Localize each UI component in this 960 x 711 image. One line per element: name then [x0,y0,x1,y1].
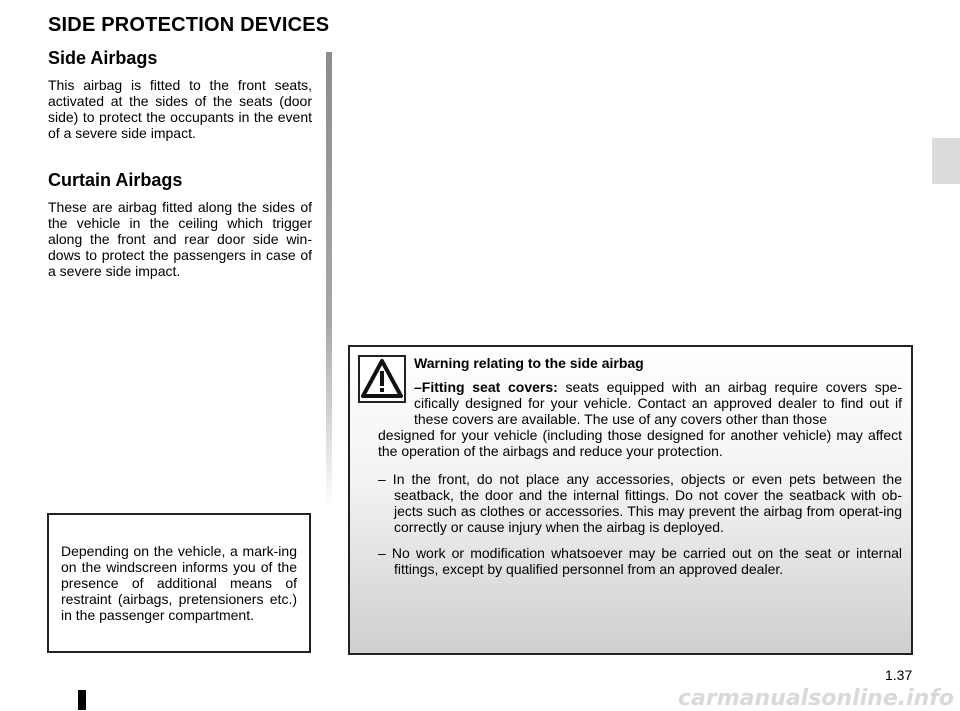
warning-box [348,345,913,655]
corner-mark [78,690,86,710]
chapter-tab-marker [932,138,960,184]
warning-item-seat-covers-label: –Fitting seat covers: [414,379,558,395]
warning-item-seat-covers-continued: designed for your vehicle (including those designed for another vehicle) may affect the operation of the airbags and reduce your protection. [378,427,902,459]
curtain-airbags-section [48,170,312,279]
warning-item-seat-covers [414,379,902,427]
warning-item-seat-covers-text: seats equipped with an airbag require covers spe-cifically designed for your vehicle. Contact an approved dealer to find out if these covers are available. The use of any covers other than those [414,379,902,427]
warning-triangle-icon [358,355,406,403]
watermark: carmanualsonline.info [678,686,954,711]
side-airbags-heading: Side Airbags [48,48,158,68]
side-airbags-text: This airbag is fitted to the front seats, activated at the sides of the seats (door side) to protect the occupants in the event of a severe side impact. [48,77,312,141]
page-title: SIDE PROTECTION DEVICES [48,14,330,36]
info-box [47,513,311,653]
warning-title: Warning relating to the side airbag [414,355,644,371]
curtain-airbags-text: These are airbag fitted along the sides of the vehicle in the ceiling which trigger along the front and rear door side win-dows to protect the passengers in case of a severe side impact. [48,199,312,279]
column-divider [326,52,332,507]
warning-item-modification: – No work or modification whatsoever may be carried out on the seat or internal fittings, except by qualified personnel from an approved dealer. [378,545,902,577]
warning-item-accessories: – In the front, do not place any accessories, objects or even pets between the seatback, the door and the internal fittings. Do not cover the seatback with ob-jects such as clothes or accessories. This may prevent the airbag from operat-ing correctly or cause injury when the airbag is deployed. [378,471,902,535]
side-airbags-section [48,48,312,141]
page-number: 1.37 [885,667,913,683]
info-box-text: Depending on the vehicle, a mark-ing on the windscreen informs you of the presence of additional means of restraint (airbags, pretensioners etc.) in the passenger compartment. [61,543,297,623]
curtain-airbags-heading: Curtain Airbags [48,170,183,190]
